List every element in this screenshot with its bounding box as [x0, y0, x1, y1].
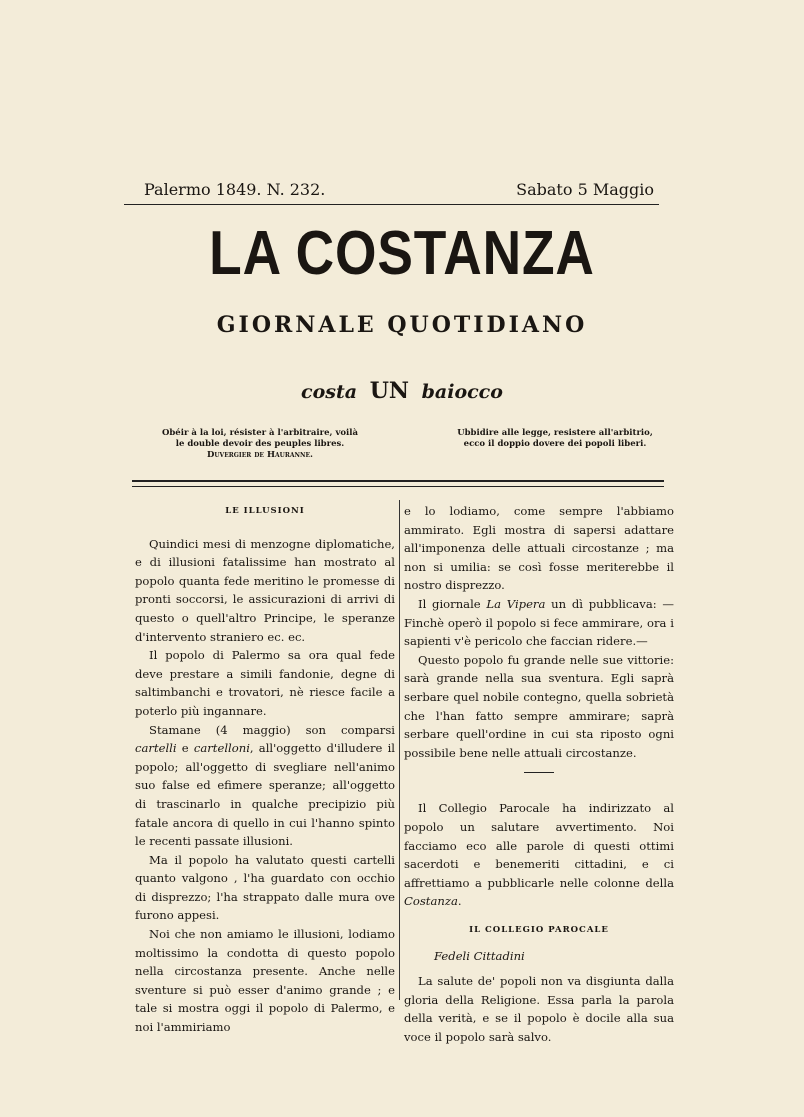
motto-french	[150, 428, 370, 461]
text-span: Il giornale	[418, 596, 487, 611]
motto-italian	[440, 428, 670, 450]
motto-french-author: Duvergier de Hauranne.	[206, 450, 314, 460]
paragraph	[135, 721, 395, 851]
paragraph	[135, 646, 395, 720]
column-divider	[399, 500, 400, 1000]
motto-french-line-2: le double devoir des peuples libres.	[175, 439, 345, 449]
issue-date: Sabato 5 Maggio	[516, 180, 654, 199]
italic-span: La Vipera	[486, 596, 546, 611]
text-span: Il Collegio Parocale ha indirizzato al popolo un salutare avvertimento. Noi facciamo eco alle parole di questi ottimi sacerdoti e benemeriti cittadini, e ci affrettiamo a pubblicarle nelle colonne della	[404, 801, 674, 890]
price-line	[0, 378, 804, 404]
paragraph	[404, 799, 674, 911]
section-dash	[524, 772, 554, 773]
text-span: e	[176, 741, 194, 756]
text-span: .	[457, 894, 462, 909]
price-post: baiocco	[421, 381, 503, 403]
price-un: UN	[369, 378, 409, 404]
right-column	[404, 502, 674, 1046]
text-span: Il popolo di Palermo sa ora qual fede deve prestare a simili fandonie, degne di saltimbanchi e trovatori, nè riesce facile a poterlo più ingannare.	[135, 648, 395, 718]
header-rule-thin	[132, 486, 664, 487]
paragraph: Noi che non amiamo le illusioni, lodiamo moltissimo la condotta di questo popolo nella circostanza presente. Anche nelle sventure si può esser d'animo grande ; e tale si mostra oggi il popolo di Palermo, e noi l'ammiriamo	[135, 927, 395, 1035]
header-rule-thick	[132, 480, 664, 482]
text-span: Stamane (4 maggio) son comparsi	[149, 722, 395, 737]
motto-italian-line-1: Ubbidire alle legge, resistere all'arbitrio,	[457, 428, 653, 438]
paragraph: e lo lodiamo, come sempre l'abbiamo ammirato. Egli mostra di sapersi adattare all'imponenza delle attuali circostanze ; ma non si umilia: se così fosse meriterebbe il nostro disprezzo.	[404, 504, 674, 593]
left-column	[135, 502, 395, 1037]
motto-italian-line-2: ecco il doppio dovere dei popoli liberi.	[463, 439, 647, 449]
newspaper-subtitle: GIORNALE QUOTIDIANO	[216, 312, 588, 338]
top-rule	[124, 204, 659, 205]
article-heading-illusioni: LE ILLUSIONI	[225, 506, 305, 516]
paragraph: Questo popolo fu grande nelle sue vittorie: sarà grande nella sua sventura. Egli saprà serbare quel nobile contegno, quella sobrietà che l'han fatto sempre ammirare; saprà serbare quell'ordine in cui sta riposto ogni possibile bene nelle attuali circostanze.	[404, 652, 674, 760]
paragraph: Ma il popolo ha valutato questi cartelli quanto valgono , l'ha guardato con occhio di disprezzo; l'ha strappato dalle mura ove furono appesi.	[135, 852, 395, 923]
dateline	[144, 180, 654, 199]
italic-span: cartelloni	[193, 741, 250, 756]
price-pre: costa	[301, 381, 358, 403]
place-issue: Palermo 1849. N. 232.	[144, 180, 326, 199]
paragraph: La salute de' popoli non va disgiunta dalla gloria della Religione. Essa parla la parola della verità, e se il popolo è docile alla sua voce il popolo sarà salvo.	[404, 974, 674, 1044]
newspaper-title: LA COSTANZA	[209, 219, 595, 288]
text-span: un dì pubblicava: — Finchè operò il popolo si fece ammirare, ora i sapienti v'è pericolo che faccian ridere.—	[404, 596, 674, 649]
italic-span: Costanza	[404, 894, 458, 909]
article-heading-collegio: IL COLLEGIO PAROCALE	[469, 924, 609, 935]
text-span: , all'oggetto d'illudere il popolo; all'oggetto di svegliare nell'animo suo false ed efimere speranze; all'oggetto di trascinarlo in qualche precipizio più fatale ancora di quello in cui l'hanno spinto le recenti passate illusioni.	[135, 741, 395, 849]
salutation: Fedeli Cittadini	[434, 949, 525, 964]
paragraph: Quindici mesi di menzogne diplomatiche, e di illusioni fatalissime han mostrato al popolo quanta fede meritino le promesse di pronti soccorsi, le assicurazioni di arrivi di questo o quell'altro Principe, le speranze d'intervento straniero ec. ec.	[135, 536, 395, 644]
italic-span: cartelli	[135, 741, 177, 756]
paragraph	[404, 595, 674, 651]
motto-french-line-1: Obéir à la loi, résister à l'arbitraire, voilà	[161, 428, 359, 438]
